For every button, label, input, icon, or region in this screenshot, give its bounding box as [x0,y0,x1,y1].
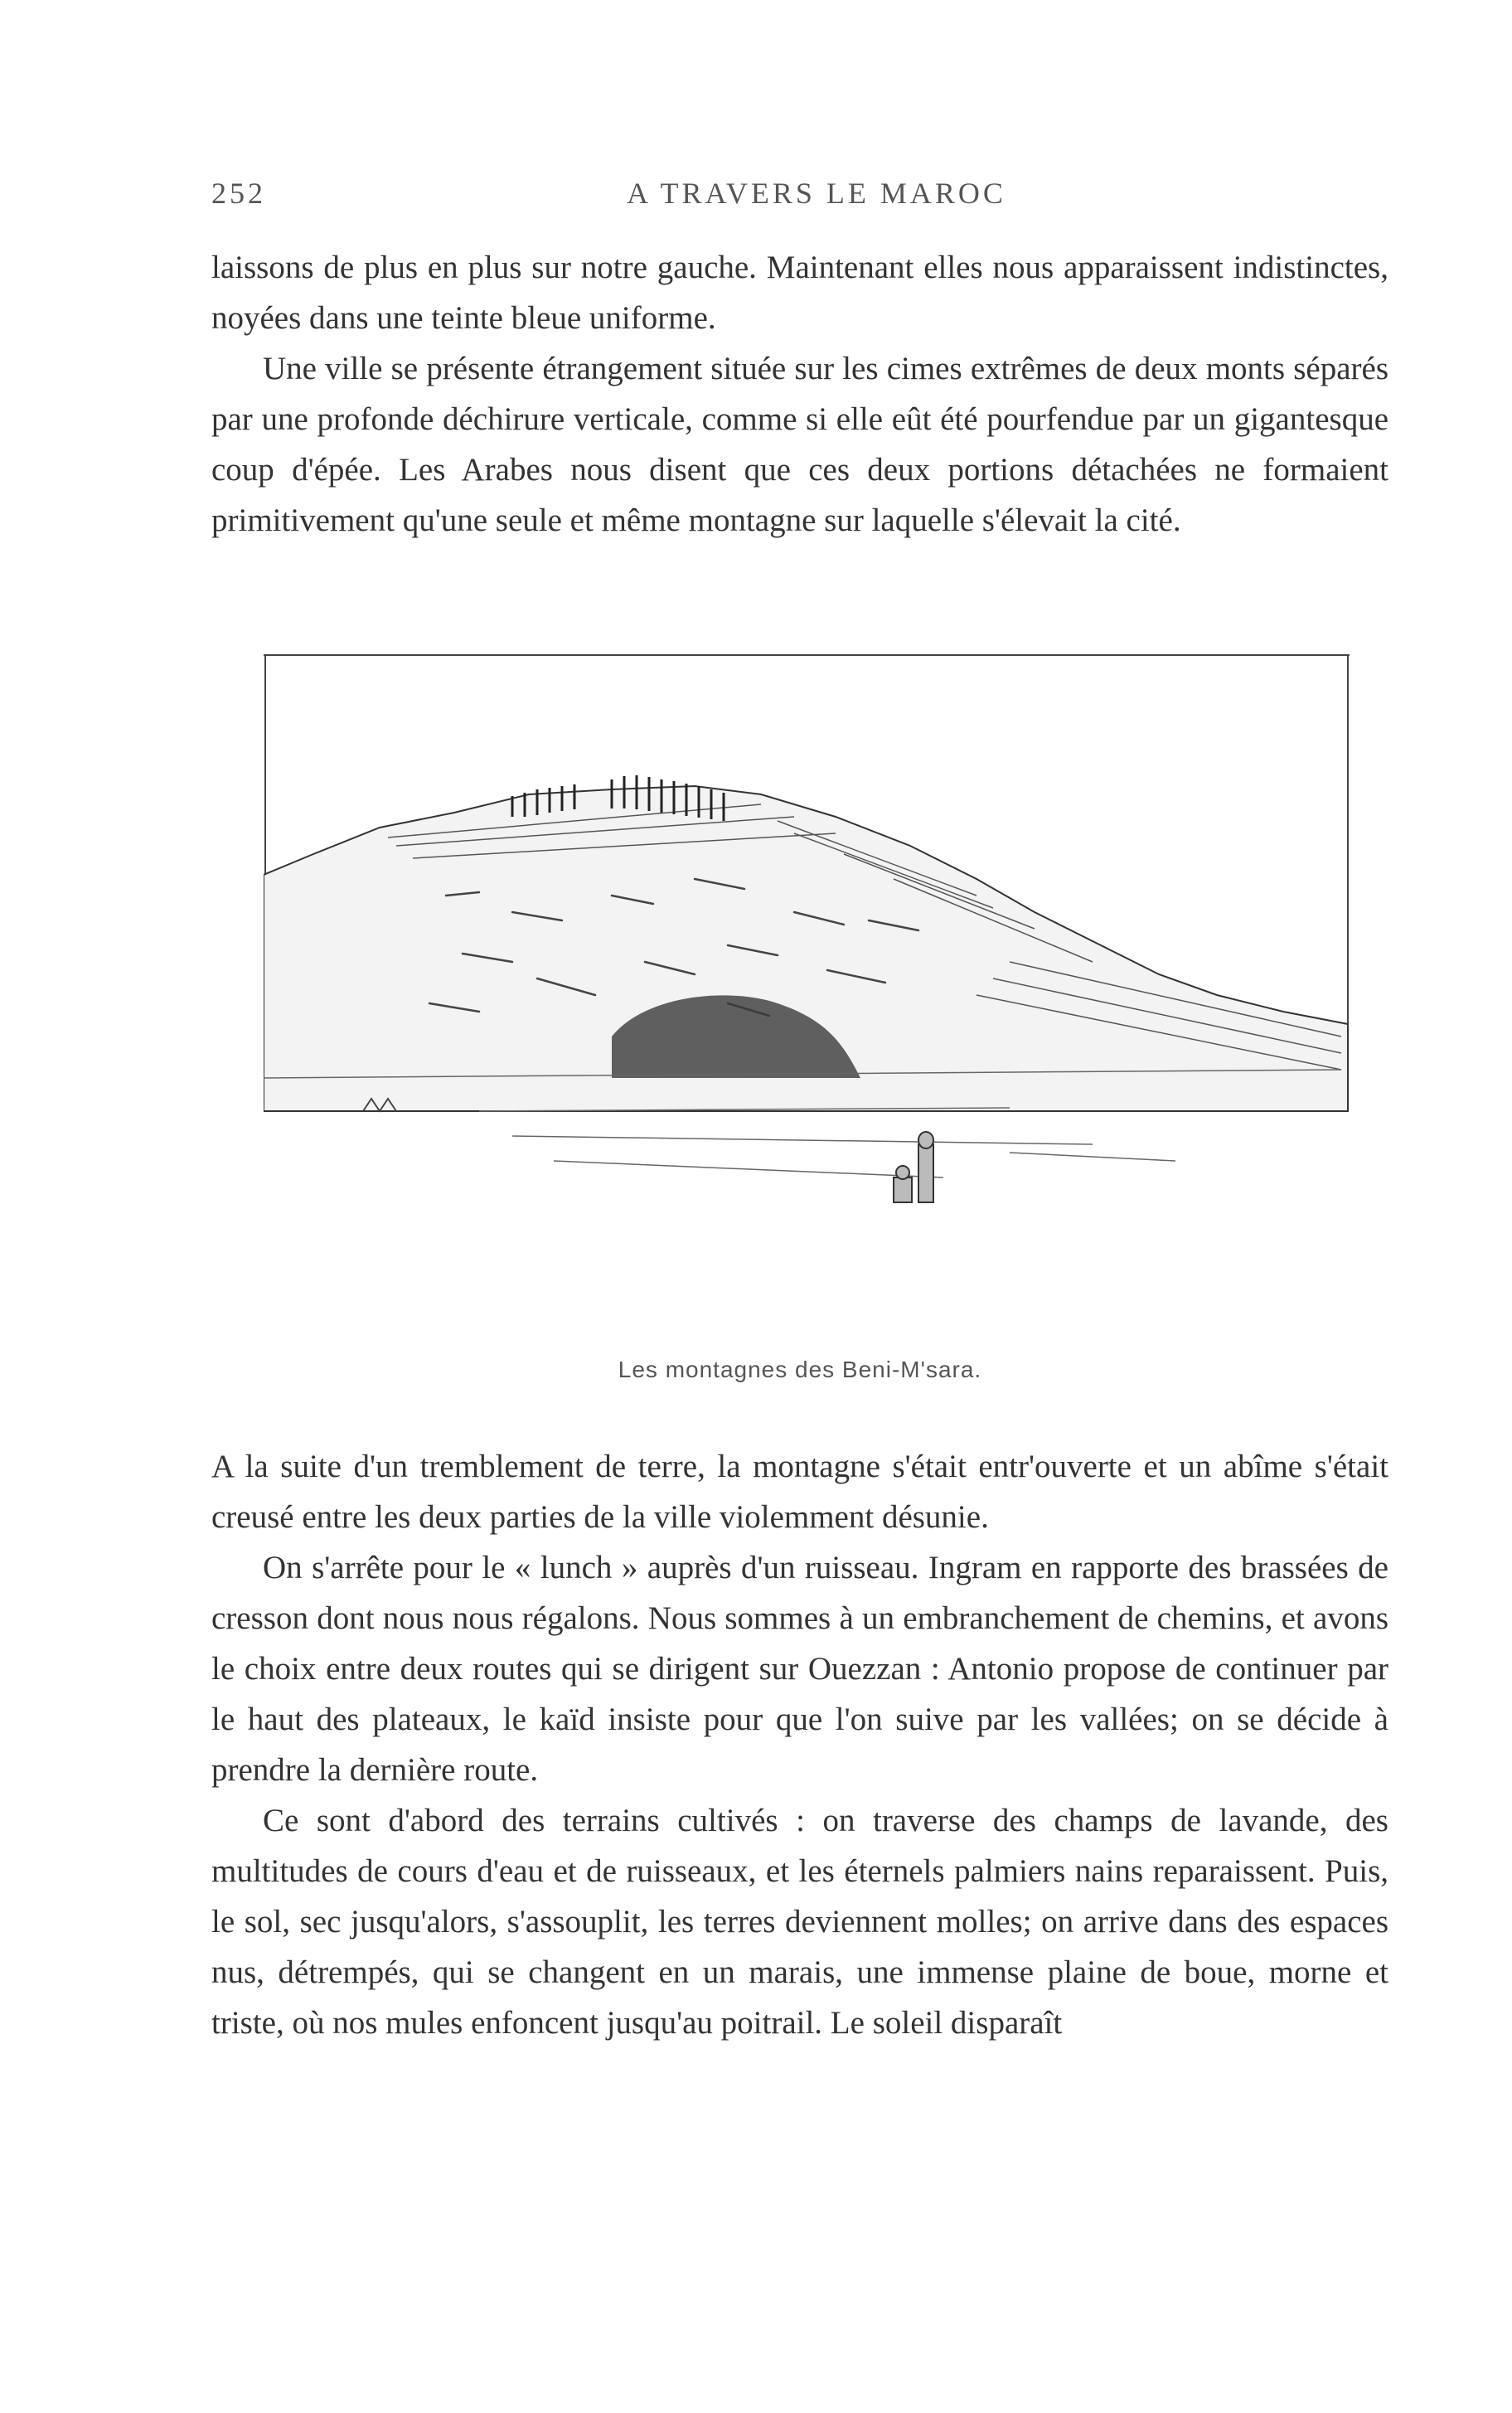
top-text-block [211,242,1388,546]
running-head [211,176,1388,217]
figure-caption: Les montagnes des Beni-M'sara. [618,1357,982,1382]
mountain-illustration [264,647,1358,1310]
paragraph: A la suite d'un tremblement de terre, la montagne s'était entr'ouverte et un abîme s'était creusé entre les deux parties de la ville violemment désunie. [211,1449,1388,1535]
engraving-drawing [264,647,1358,1310]
running-title: A TRAVERS LE MAROC [627,177,1006,210]
paragraph: On s'arrête pour le « lunch » auprès d'un ruisseau. Ingram en rapporte des brassées de cresson dont nous nous régalons. Nous sommes à un embranchement de chemins, et avons le choix entre deux routes qui se dirigent sur Ouezzan : Antonio propose de continuer par le haut des plateaux, le kaïd insiste pour que l'on suive par les vallées; on se décide à prendre la dernière route. [211,1550,1388,1788]
bottom-text-block [211,1441,1388,2048]
paragraph-continued: laissons de plus en plus sur notre gauche. Maintenant elles nous apparaissent indistinctes, noyées dans une teinte bleue uniforme. [211,250,1388,336]
paragraph: Une ville se présente étrangement située sur les cimes extrêmes de deux monts séparés par une profonde déchirure verticale, comme si elle eût été pourfendue par un gigantesque coup d'épée. Les Arabes nous disent que ces deux portions détachées ne formaient primitivement qu'une seule et même montagne sur laquelle s'élevait la cité. [211,351,1388,538]
page-number: 252 [211,177,266,210]
paragraph: Ce sont d'abord des terrains cultivés : on traverse des champs de lavande, des multitudes de cours d'eau et de ruisseaux, et les éternels palmiers nains reparaissent. Puis, le sol, sec jusqu'alors, s'assouplit, les terres deviennent molles; on arrive dans des espaces nus, détrempés, qui se changent en un marais, une immense plaine de boue, morne et triste, où nos mules enfoncent jusqu'au poitrail. Le soleil disparaît [211,1803,1388,2041]
